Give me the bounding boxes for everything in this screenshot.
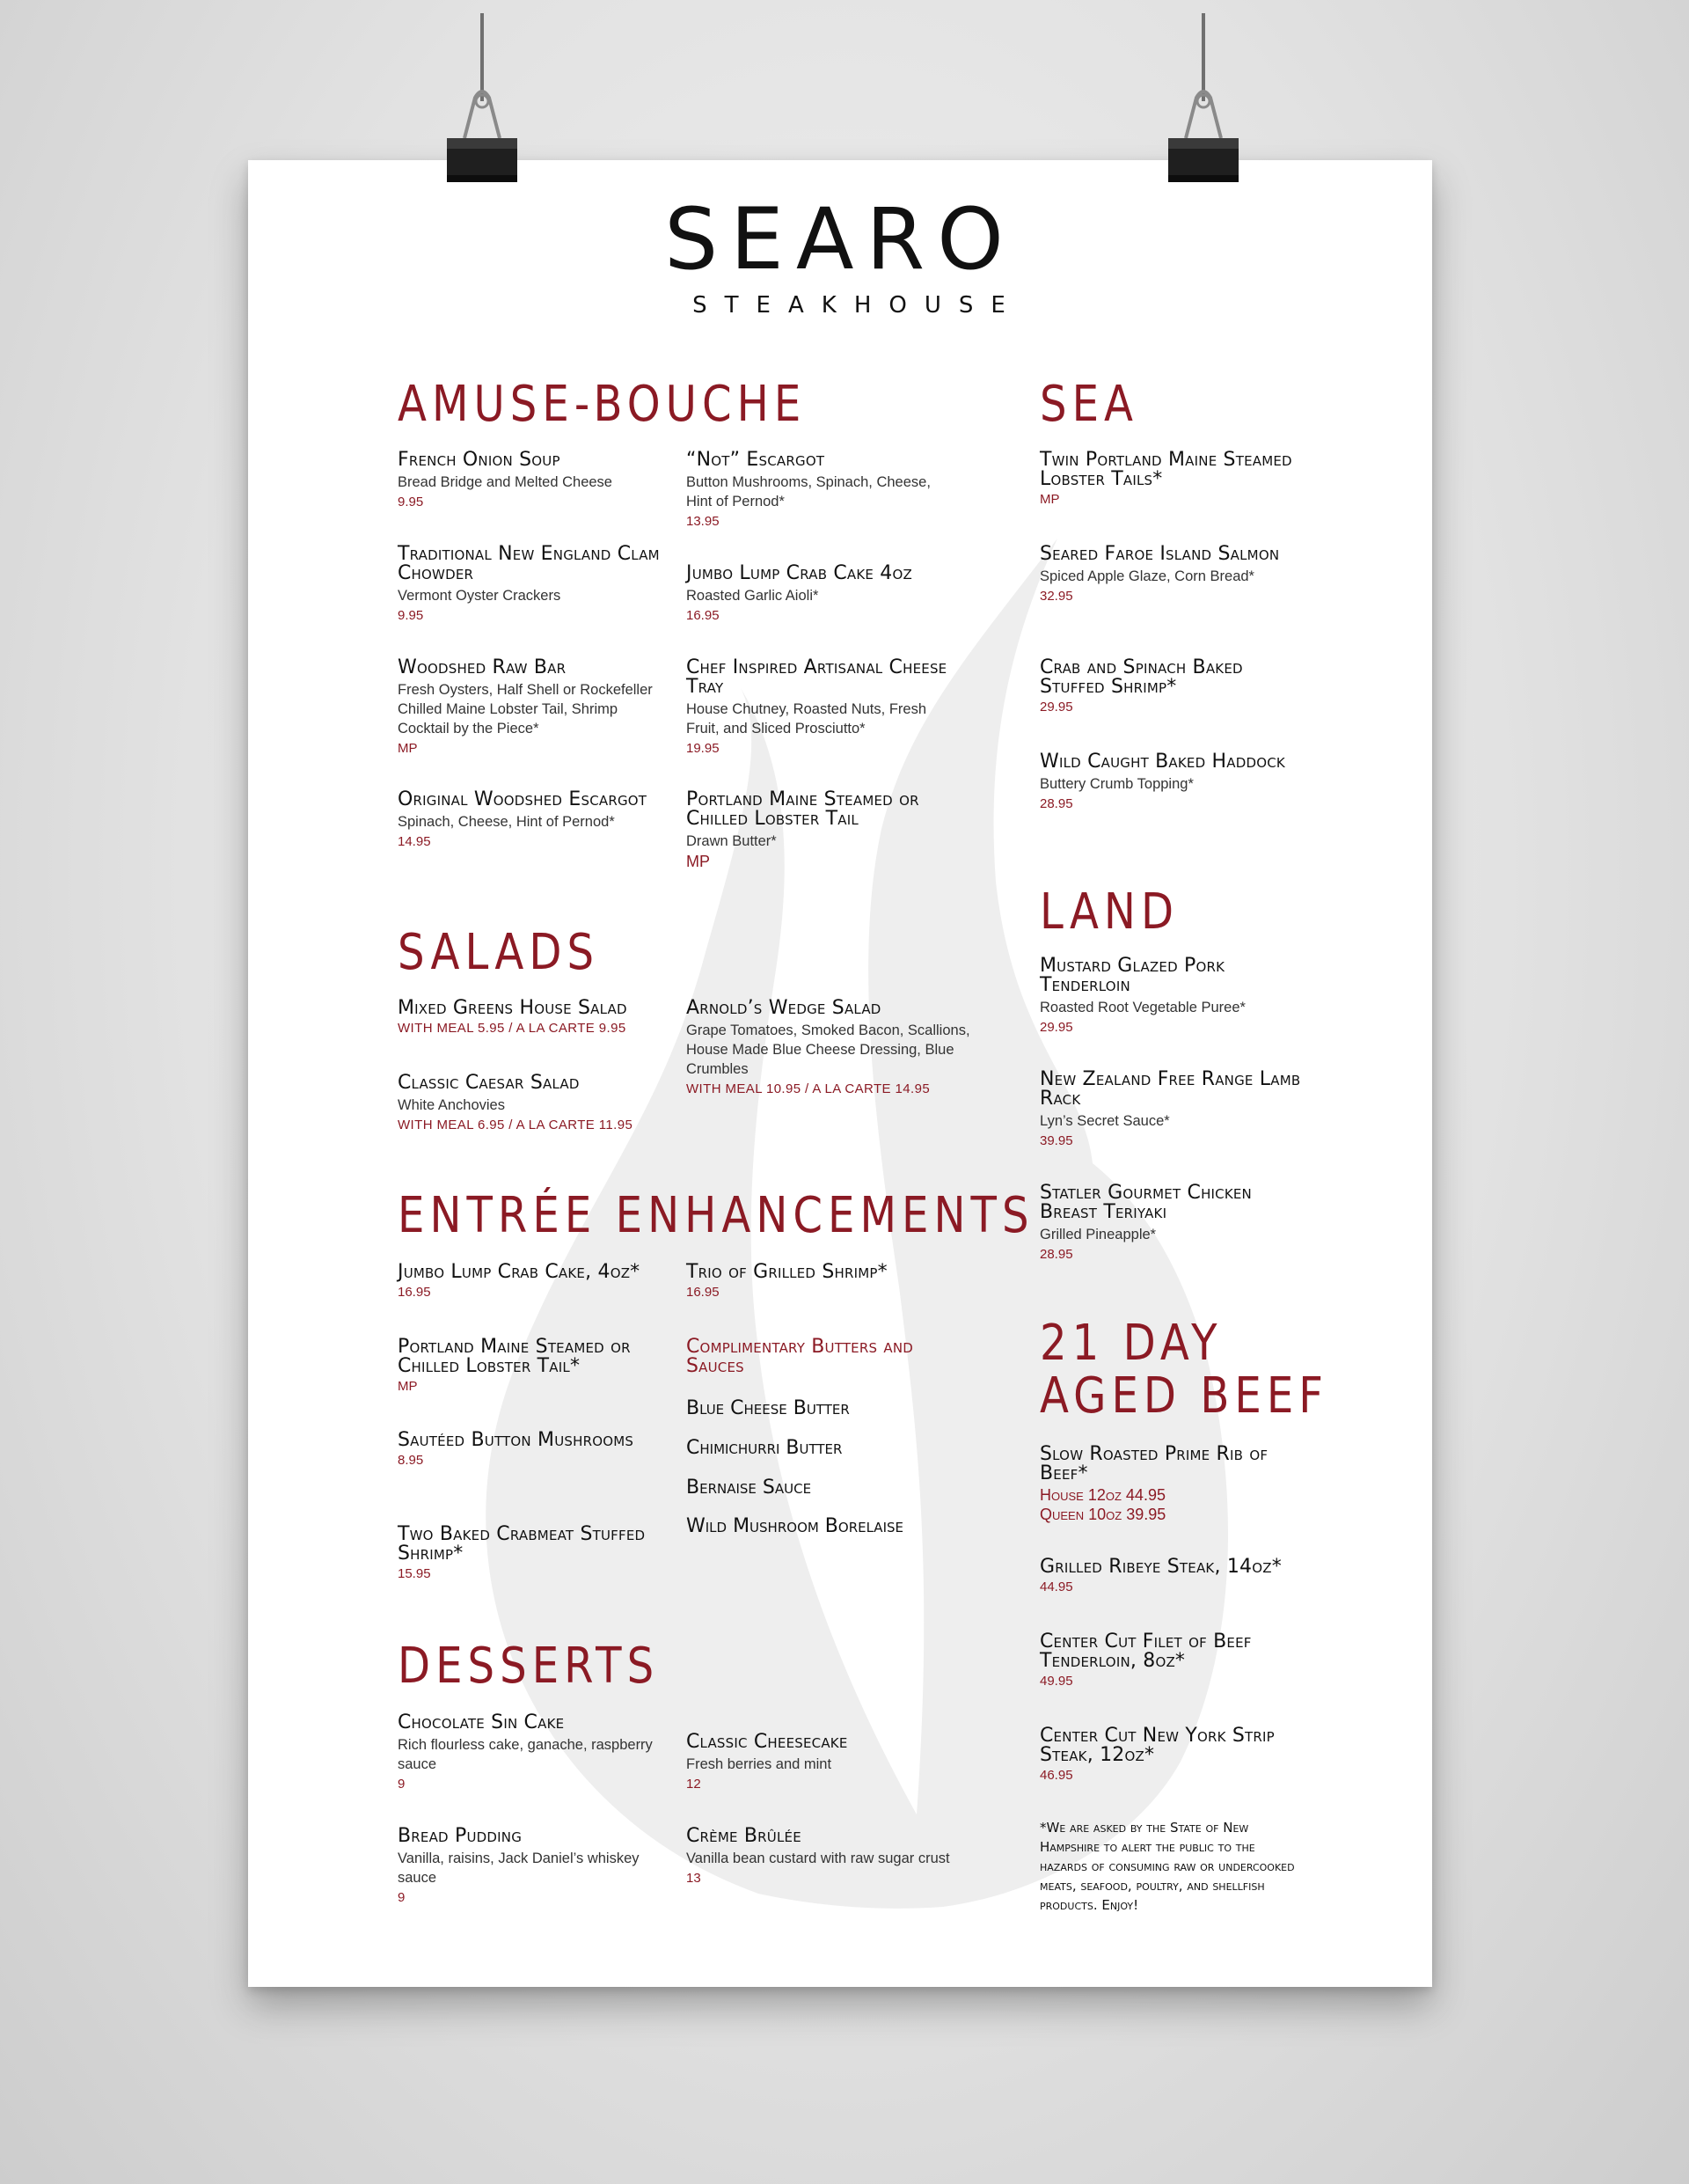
item-price: MP bbox=[398, 1379, 418, 1394]
menu-item bbox=[398, 999, 688, 1037]
item-price: 9 bbox=[398, 1890, 406, 1905]
item-name: Arnold’s Wedge Salad bbox=[686, 997, 881, 1019]
brand-subtitle: STEAKHOUSE bbox=[692, 292, 1023, 319]
item-name: Twin Portland Maine Steamed Lobster Tails* bbox=[1040, 449, 1292, 490]
item-name: Two Baked Crabmeat Stuffed Shrimp* bbox=[398, 1523, 646, 1565]
menu-item bbox=[398, 658, 662, 758]
item-name: Mixed Greens House Salad bbox=[398, 997, 627, 1019]
heading-sea: SEA bbox=[1040, 376, 1139, 433]
item-name: Jumbo Lump Crab Cake 4oz bbox=[686, 562, 912, 584]
item-name: Classic Cheesecake bbox=[686, 1731, 848, 1753]
item-price: 13 bbox=[686, 1871, 701, 1886]
heading-desserts: DESSERTS bbox=[398, 1638, 660, 1695]
item-price: 44.95 bbox=[1040, 1579, 1073, 1594]
heading-aged-beef-line1: 21 DAY bbox=[1040, 1315, 1223, 1372]
item-desc: Vanilla bean custard with raw sugar crust bbox=[686, 1851, 950, 1866]
item-price: MP bbox=[1040, 492, 1060, 507]
menu-item bbox=[398, 1338, 662, 1396]
item-desc: Spinach, Cheese, Hint of Pernod* bbox=[398, 814, 615, 830]
menu-item bbox=[398, 790, 662, 851]
menu-item bbox=[1040, 1557, 1304, 1596]
menu-item bbox=[398, 451, 662, 511]
sauce-item: Blue Cheese Butter bbox=[686, 1397, 850, 1419]
item-price: WITH MEAL 6.95 / A LA CARTE 11.95 bbox=[398, 1118, 633, 1132]
menu-item bbox=[398, 545, 662, 625]
item-name: Woodshed Raw Bar bbox=[398, 656, 567, 678]
menu-item bbox=[398, 1713, 662, 1793]
menu-item bbox=[1040, 1726, 1304, 1785]
item-price-alt: Queen 10oz 39.95 bbox=[1040, 1506, 1166, 1523]
item-name: Crab and Spinach Baked Stuffed Shrimp* bbox=[1040, 656, 1243, 698]
menu-item bbox=[686, 1827, 950, 1887]
item-desc: Grape Tomatoes, Smoked Bacon, Scallions, House Made Blue Cheese Dressing, Blue Crumbles bbox=[686, 1022, 970, 1077]
item-name: Classic Caesar Salad bbox=[398, 1072, 580, 1094]
item-desc: House Chutney, Roasted Nuts, Fresh Fruit, and Sliced Prosciutto* bbox=[686, 701, 926, 737]
item-desc: White Anchovies bbox=[398, 1097, 505, 1113]
item-price: House 12oz 44.95 bbox=[1040, 1486, 1166, 1504]
item-name: Wild Caught Baked Haddock bbox=[1040, 751, 1285, 773]
item-name: Bread Pudding bbox=[398, 1825, 523, 1847]
menu-item bbox=[1040, 752, 1304, 813]
item-name: Sautéed Button Mushrooms bbox=[398, 1429, 634, 1451]
item-price: 16.95 bbox=[686, 608, 720, 623]
item-name: Statler Gourmet Chicken Breast Teriyaki bbox=[1040, 1182, 1252, 1223]
menu-item bbox=[398, 1263, 662, 1301]
item-desc: Grilled Pineapple* bbox=[1040, 1227, 1157, 1242]
menu-item bbox=[398, 1431, 662, 1469]
binder-clip-icon bbox=[1166, 84, 1240, 189]
menu-item bbox=[398, 1074, 688, 1134]
menu-item bbox=[1040, 1445, 1304, 1524]
item-name: Slow Roasted Prime Rib of Beef* bbox=[1040, 1443, 1269, 1484]
item-price: 32.95 bbox=[1040, 589, 1073, 604]
complimentary-title: Complimentary Butters and Sauces bbox=[686, 1336, 914, 1377]
item-price: 14.95 bbox=[398, 834, 431, 849]
item-desc: Fresh Oysters, Half Shell or Rockefeller Chilled Maine Lobster Tail, Shrimp Cocktail by the Piece* bbox=[398, 682, 653, 737]
item-price: 29.95 bbox=[1040, 1020, 1073, 1035]
brand-logo: SEARO bbox=[664, 190, 1016, 289]
menu-item bbox=[1040, 1632, 1304, 1690]
item-name: “Not” Escargot bbox=[686, 449, 825, 471]
item-desc: Fresh berries and mint bbox=[686, 1756, 832, 1772]
item-name: Grilled Ribeye Steak, 14oz* bbox=[1040, 1556, 1282, 1578]
item-name: Trio of Grilled Shrimp* bbox=[686, 1261, 888, 1283]
heading-aged-beef-line2: AGED BEEF bbox=[1040, 1367, 1329, 1425]
item-price: 13.95 bbox=[686, 514, 720, 529]
item-price: 16.95 bbox=[398, 1285, 431, 1300]
item-desc: Button Mushrooms, Spinach, Cheese, Hint of Pernod* bbox=[686, 474, 931, 509]
menu-item bbox=[1040, 1184, 1304, 1264]
item-name: Center Cut New York Strip Steak, 12oz* bbox=[1040, 1725, 1275, 1766]
item-desc: Vermont Oyster Crackers bbox=[398, 588, 561, 604]
item-price: 9 bbox=[398, 1777, 406, 1792]
menu-item bbox=[686, 658, 950, 758]
complimentary-sauces bbox=[686, 1338, 950, 1376]
item-name: Chocolate Sin Cake bbox=[398, 1711, 565, 1733]
menu-item bbox=[686, 1733, 950, 1793]
item-price: WITH MEAL 5.95 / A LA CARTE 9.95 bbox=[398, 1021, 626, 1036]
item-price: 19.95 bbox=[686, 741, 720, 756]
item-price: MP bbox=[686, 853, 710, 870]
item-name: Crème Brûlée bbox=[686, 1825, 801, 1847]
menu-poster bbox=[248, 160, 1432, 1987]
item-name: Jumbo Lump Crab Cake, 4oz* bbox=[398, 1261, 640, 1283]
item-desc: Rich flourless cake, ganache, raspberry sauce bbox=[398, 1737, 653, 1772]
binder-clip-icon bbox=[445, 84, 519, 189]
menu-item bbox=[686, 564, 950, 625]
menu-item bbox=[1040, 956, 1304, 1037]
menu-item bbox=[686, 1263, 950, 1301]
item-price: 8.95 bbox=[398, 1453, 424, 1468]
item-price: 28.95 bbox=[1040, 1247, 1073, 1262]
item-desc: Drawn Butter* bbox=[686, 833, 777, 849]
item-name: Mustard Glazed Pork Tenderloin bbox=[1040, 955, 1225, 996]
item-desc: Spiced Apple Glaze, Corn Bread* bbox=[1040, 568, 1254, 584]
item-price: 39.95 bbox=[1040, 1133, 1073, 1148]
item-name: Portland Maine Steamed or Chilled Lobster Tail* bbox=[398, 1336, 631, 1377]
heading-entree-enhancements: ENTRÉE ENHANCEMENTS bbox=[398, 1187, 1035, 1244]
menu-item bbox=[1040, 545, 1304, 605]
menu-item bbox=[398, 1525, 662, 1583]
item-desc: Roasted Root Vegetable Puree* bbox=[1040, 1000, 1246, 1015]
item-name: Traditional New England Clam Chowder bbox=[398, 543, 660, 584]
item-price: 28.95 bbox=[1040, 796, 1073, 811]
item-price: 16.95 bbox=[686, 1285, 720, 1300]
menu-item bbox=[686, 790, 950, 870]
item-desc: Vanilla, raisins, Jack Daniel’s whiskey sauce bbox=[398, 1851, 640, 1886]
item-desc: Roasted Garlic Aioli* bbox=[686, 588, 819, 604]
item-name: Original Woodshed Escargot bbox=[398, 788, 647, 810]
item-name: French Onion Soup bbox=[398, 449, 560, 471]
heading-amuse-bouche: AMUSE-BOUCHE bbox=[398, 376, 807, 433]
item-desc: Buttery Crumb Topping* bbox=[1040, 776, 1194, 792]
item-name: Portland Maine Steamed or Chilled Lobster Tail bbox=[686, 788, 919, 830]
menu-item bbox=[1040, 451, 1304, 509]
item-price: MP bbox=[398, 741, 418, 756]
item-price: 9.95 bbox=[398, 495, 424, 509]
item-name: Chef Inspired Artisanal Cheese Tray bbox=[686, 656, 947, 698]
item-price: WITH MEAL 10.95 / A LA CARTE 14.95 bbox=[686, 1081, 931, 1096]
menu-item bbox=[1040, 1070, 1304, 1150]
item-price: 46.95 bbox=[1040, 1768, 1073, 1783]
heading-salads: SALADS bbox=[398, 924, 600, 981]
menu-item bbox=[686, 451, 950, 531]
menu-item bbox=[686, 999, 976, 1098]
health-disclaimer: *We are asked by the State of New Hampshire to alert the public to the hazards of consuming raw or undercooked meats, seafood, poultry, and shellfish products. Enjoy! bbox=[1040, 1820, 1295, 1913]
item-price: 9.95 bbox=[398, 608, 424, 623]
menu-item bbox=[1040, 658, 1304, 716]
item-price: 29.95 bbox=[1040, 700, 1073, 715]
item-name: Center Cut Filet of Beef Tenderloin, 8oz* bbox=[1040, 1631, 1252, 1672]
sauce-item: Chimichurri Butter bbox=[686, 1437, 843, 1459]
heading-land: LAND bbox=[1040, 883, 1180, 941]
item-name: Seared Faroe Island Salmon bbox=[1040, 543, 1280, 565]
sauce-item: Bernaise Sauce bbox=[686, 1477, 812, 1499]
item-price: 15.95 bbox=[398, 1566, 431, 1581]
item-price: 49.95 bbox=[1040, 1674, 1073, 1689]
item-desc: Lyn’s Secret Sauce* bbox=[1040, 1113, 1170, 1129]
item-name: New Zealand Free Range Lamb Rack bbox=[1040, 1068, 1301, 1110]
item-price: 12 bbox=[686, 1777, 701, 1792]
menu-item bbox=[398, 1827, 662, 1907]
item-desc: Bread Bridge and Melted Cheese bbox=[398, 474, 612, 490]
sauce-item: Wild Mushroom Borelaise bbox=[686, 1515, 903, 1537]
